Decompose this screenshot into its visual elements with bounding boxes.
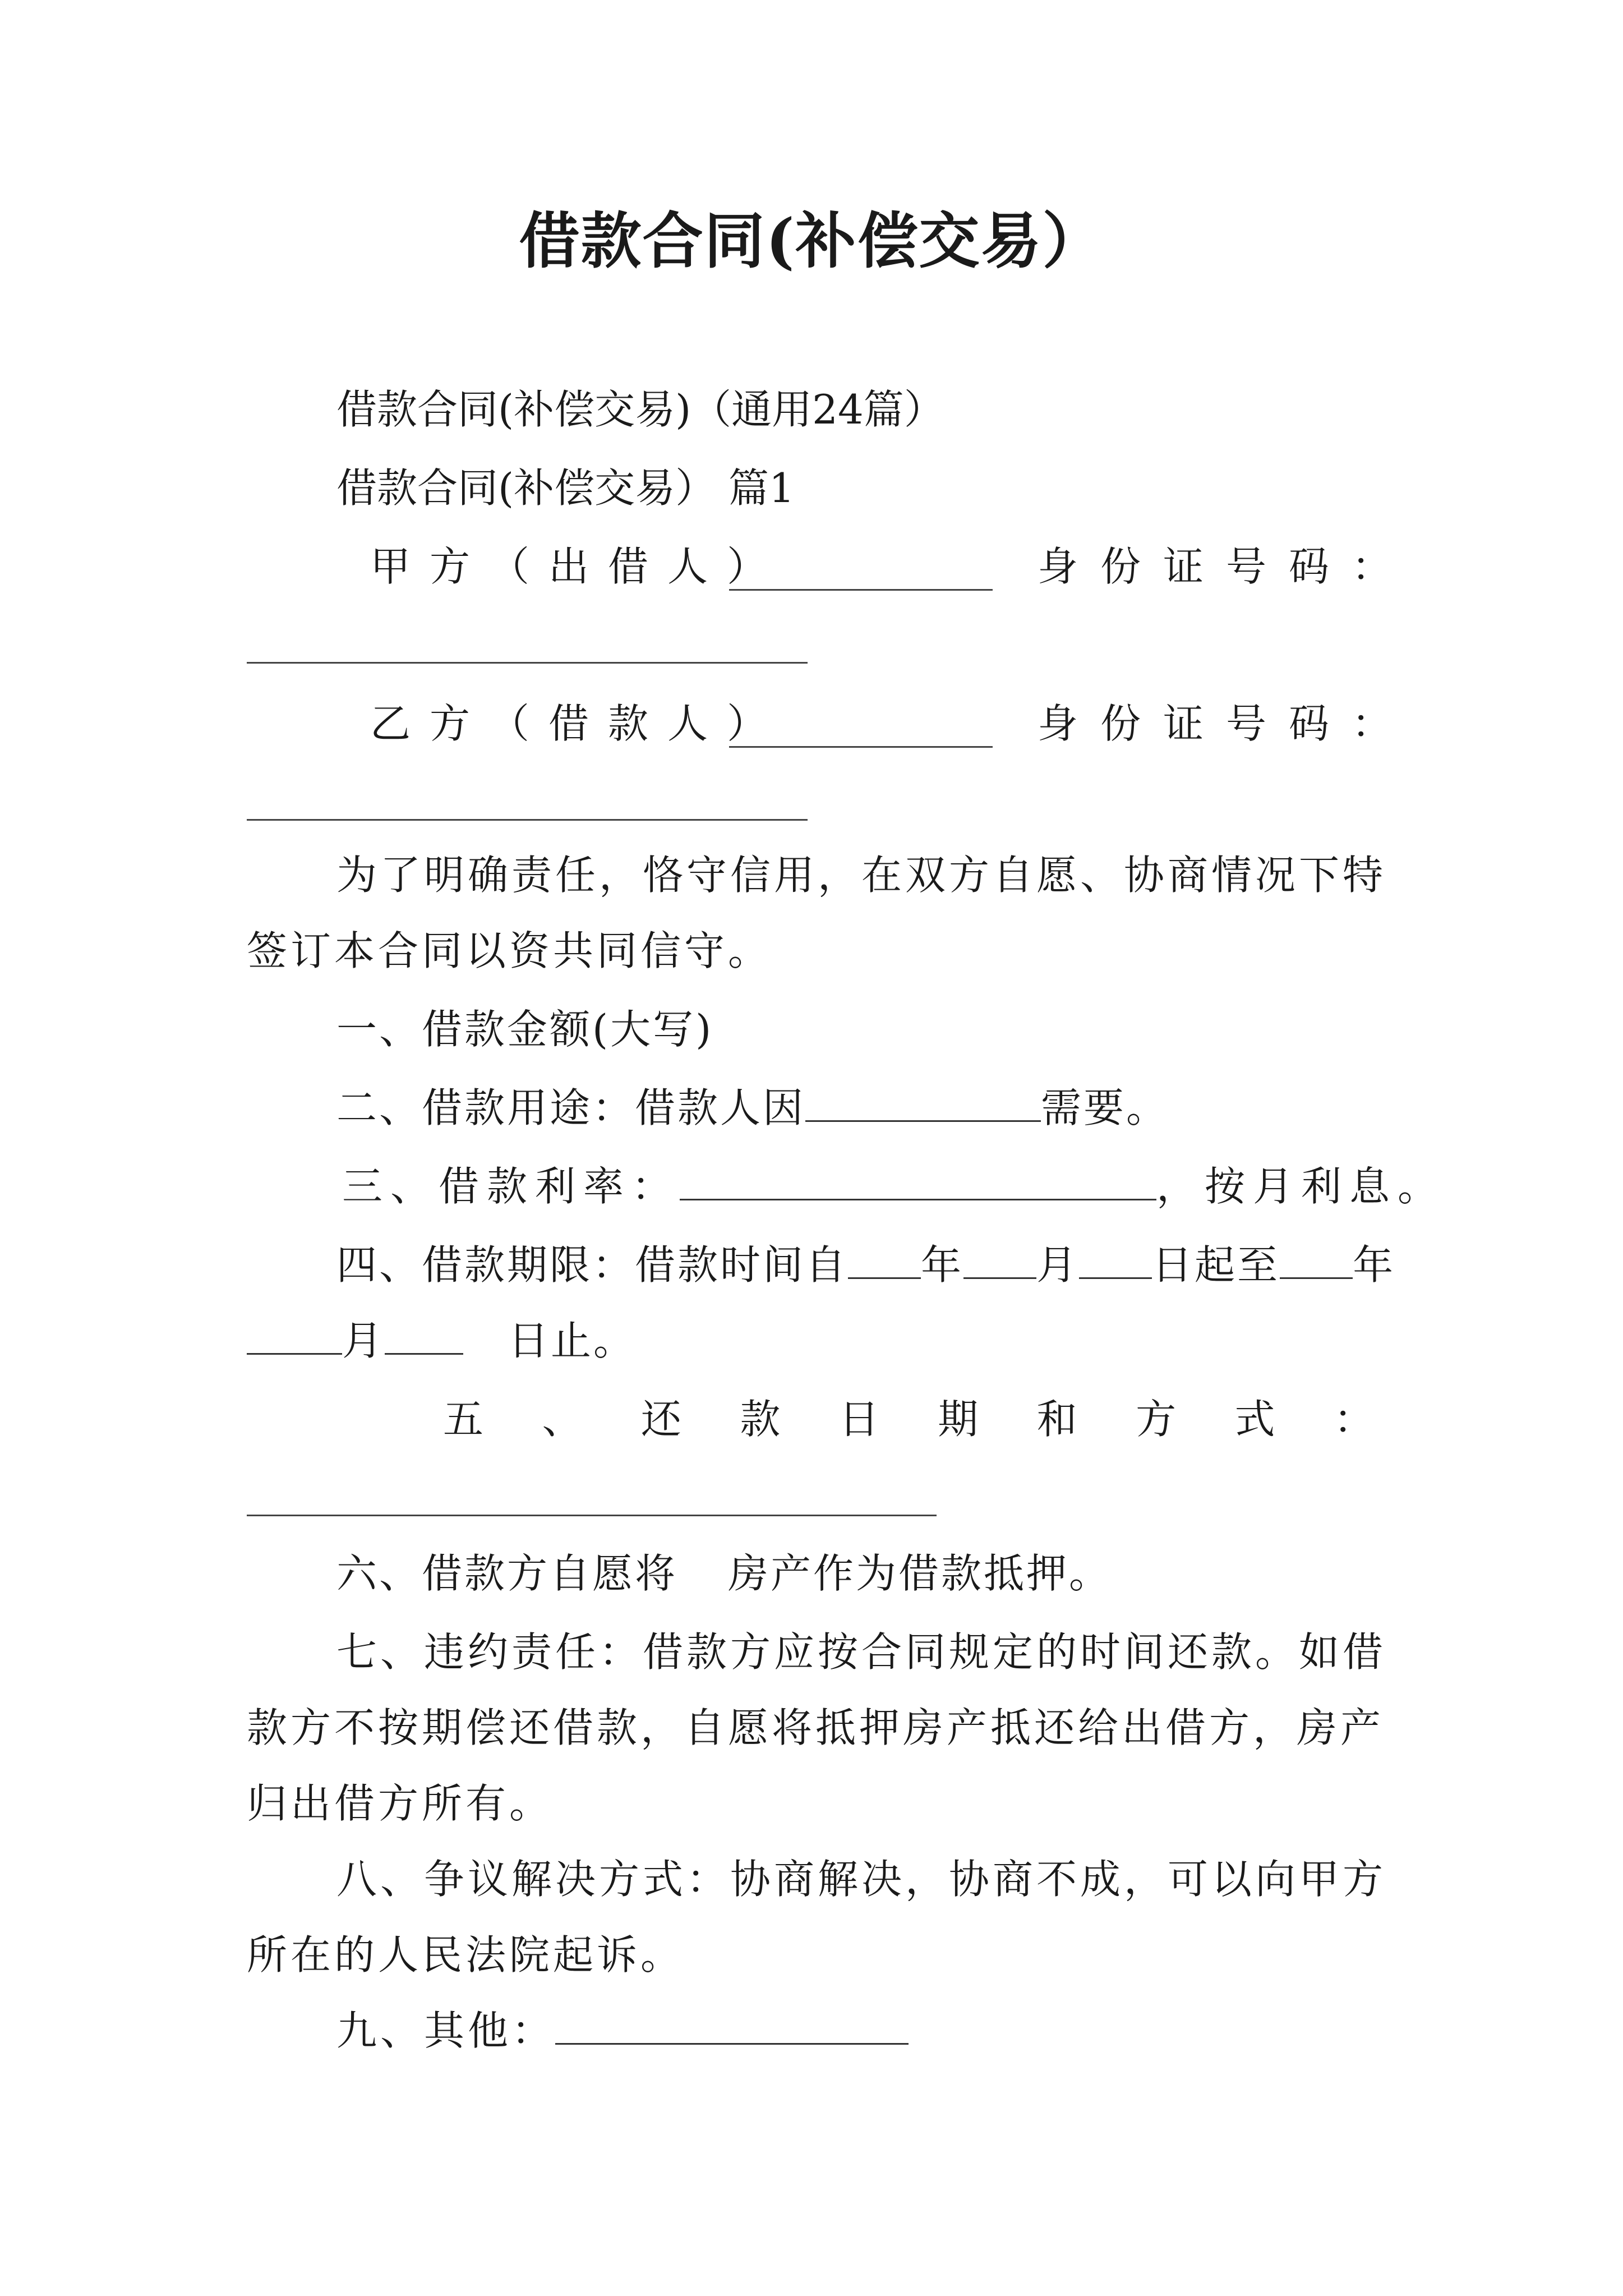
clause-5-char: 期: [938, 1396, 979, 1443]
clause-7-line-3: 归出借方所有。: [247, 1780, 554, 1827]
clause-4-mid: 日起至: [1152, 1241, 1280, 1289]
clause-4-line-1: [336, 1237, 1395, 1293]
start-month-label: 月: [1036, 1241, 1080, 1289]
clause-4-text: 四、借款期限：借款时间自: [336, 1241, 849, 1289]
clause-2-suffix: 需要。: [1041, 1084, 1169, 1131]
end-month-blank: [247, 1319, 342, 1355]
document-subtitle: 借款合同(补偿交易)（通用24篇）: [336, 386, 944, 433]
clause-4-end: 日止。: [508, 1317, 637, 1364]
party-a-label: 甲方（出借人）: [370, 543, 787, 590]
end-year-label: 年: [1353, 1241, 1396, 1289]
start-month-blank: [963, 1244, 1036, 1279]
party-a-id-label: 身份证号码：: [1038, 543, 1415, 590]
start-year-blank: [848, 1244, 921, 1279]
end-day-blank: [385, 1319, 463, 1355]
clause-5-char: ：: [1333, 1396, 1374, 1443]
clause-5-char: 方: [1136, 1396, 1177, 1443]
party-b-id-label: 身份证号码：: [1038, 700, 1415, 747]
end-month-label: 月: [342, 1317, 385, 1364]
clause-5-char: 五: [443, 1396, 484, 1443]
clause-3-blank: [680, 1165, 1156, 1200]
clause-8-line-2: 所在的人民法院起诉。: [247, 1931, 685, 1978]
clause-3: [342, 1158, 1446, 1214]
clause-4-line-2: [247, 1313, 636, 1369]
clause-9: [336, 2003, 909, 2059]
end-year-blank: [1280, 1244, 1353, 1279]
clause-6-text: 六、借款方自愿将: [336, 1550, 678, 1597]
intro-line-2: 签订本合同以资共同信守。: [247, 927, 772, 974]
start-year-label: 年: [921, 1241, 964, 1289]
document-title: 借款合同(补偿交易）: [519, 206, 1104, 277]
clause-2: [336, 1080, 1169, 1136]
clause-5-blank: [247, 1515, 937, 1516]
clause-5-char: 还: [640, 1396, 681, 1443]
party-b-label: 乙方（借款人）: [370, 700, 787, 747]
clause-7-line-1: 七、违约责任：借款方应按合同规定的时间还款。如借: [336, 1628, 1387, 1676]
clause-3-text: 三、借款利率：: [342, 1163, 680, 1210]
clause-2-text: 二、借款用途：借款人因: [336, 1084, 806, 1131]
party-a-blank: [729, 589, 993, 591]
party-b-blank: [729, 746, 993, 748]
clause-5-char: 、: [542, 1396, 583, 1443]
clause-6: [336, 1545, 1112, 1602]
clause-1: 一、借款金额(大写): [336, 1006, 714, 1053]
clause-6-suffix: 房产作为借款抵押。: [728, 1550, 1112, 1597]
start-day-blank: [1079, 1244, 1152, 1279]
clause-3-suffix: ，按月利息。: [1156, 1163, 1446, 1210]
clause-9-blank: [555, 2009, 909, 2045]
intro-line-1: 为了明确责任，恪守信用，在双方自愿、协商情况下特: [336, 852, 1387, 899]
party-a-id-blank: [247, 662, 808, 664]
clause-9-text: 九、其他：: [336, 2007, 556, 2054]
clause-5-char: 和: [1036, 1396, 1077, 1443]
clause-8-line-1: 八、争议解决方式：协商解决，协商不成，可以向甲方: [336, 1856, 1387, 1903]
clause-5-char: 式: [1234, 1396, 1275, 1443]
clause-7-line-2: 款方不按期偿还借款，自愿将抵押房产抵还给出借方，房产: [247, 1704, 1385, 1751]
party-b-id-blank: [247, 819, 808, 821]
section-heading: 借款合同(补偿交易） 篇1: [336, 464, 795, 512]
clause-5: [443, 1391, 1374, 1447]
clause-2-blank: [805, 1087, 1041, 1122]
clause-5-char: 日: [838, 1396, 879, 1443]
clause-5-char: 款: [740, 1396, 781, 1443]
